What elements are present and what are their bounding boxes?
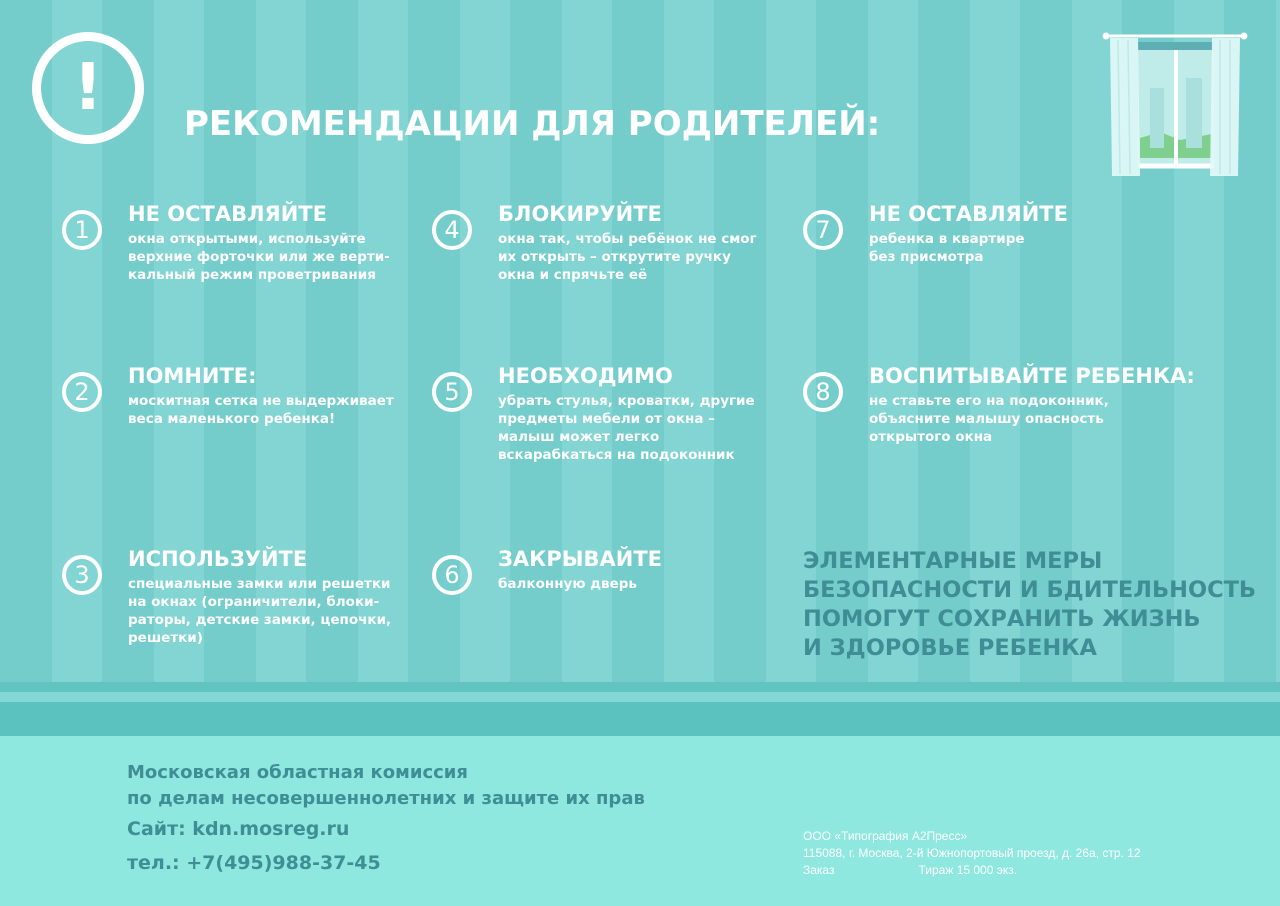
item-heading: НЕ ОСТАВЛЯЙТЕ — [869, 202, 1068, 226]
printer-name: ООО «Типография А2Пресс» — [803, 829, 968, 843]
safety-slogan: ЭЛЕМЕНТАРНЫЕ МЕРЫ БЕЗОПАСНОСТИ И БДИТЕЛЬНОСТЬ ПОМОГУТ СОХРАНИТЬ ЖИЗНЬ И ЗДОРОВЬЕ РЕБЕНКА — [803, 548, 1257, 661]
item-text: ребенка в квартире без присмотра — [869, 231, 1025, 265]
item-text: специальные замки или решетки на окнах (ограничители, блоки- раторы, детские замки, цепочки, решетки) — [128, 576, 392, 646]
item-text: москитная сетка не выдерживает веса маленького ребенка! — [128, 393, 394, 427]
item-number: 7 — [803, 210, 843, 250]
item-heading: ЗАКРЫВАЙТЕ — [498, 547, 662, 571]
item-text: убрать стулья, кроватки, другие предметы мебели от окна – малыш может легко вскарабкаться на подоконник — [498, 393, 755, 463]
divider-band — [0, 682, 1280, 692]
item-heading: ВОСПИТЫВАЙТЕ РЕБЕНКА: — [869, 364, 1195, 388]
item-number: 2 — [62, 372, 102, 412]
order-row — [803, 862, 1141, 879]
divider-band — [0, 702, 1280, 736]
printer-address: 115088, г. Москва, 2-й Южнопортовый проезд, д. 26а, стр. 12 — [803, 846, 1141, 860]
divider-band — [0, 692, 1280, 702]
window-curtains-icon — [1100, 28, 1250, 178]
item-heading: БЛОКИРУЙТЕ — [498, 202, 662, 226]
item-heading: ПОМНИТЕ: — [128, 364, 257, 388]
item-number: 5 — [432, 372, 472, 412]
item-text: окна открытыми, используйте верхние форточки или же верти- кальный режим проветривания — [128, 231, 390, 283]
item-heading: ИСПОЛЬЗУЙТЕ — [128, 547, 308, 571]
website-link[interactable]: Сайт: kdn.mosreg.ru — [127, 818, 350, 840]
page-title: РЕКОМЕНДАЦИИ ДЛЯ РОДИТЕЛЕЙ: — [184, 104, 881, 144]
organization-name: Московская областная комиссия по делам несовершеннолетних и защите их прав — [127, 762, 645, 809]
item-number: 3 — [62, 555, 102, 595]
item-text: не ставьте его на подоконник, объясните малышу опасность открытого окна — [869, 393, 1109, 445]
item-number: 4 — [432, 210, 472, 250]
item-text: балконную дверь — [498, 576, 637, 592]
item-heading: НЕ ОСТАВЛЯЙТЕ — [128, 202, 327, 226]
phone-number: тел.: +7(495)988-37-45 — [127, 852, 381, 874]
printer-info — [803, 828, 1141, 879]
item-number: 6 — [432, 555, 472, 595]
circulation: Тираж 15 000 экз. — [918, 863, 1018, 877]
item-number: 1 — [62, 210, 102, 250]
order-label: Заказ — [803, 863, 835, 877]
item-text: окна так, чтобы ребёнок не смог их открыть – открутите ручку окна и спрячьте её — [498, 231, 757, 283]
item-heading: НЕОБХОДИМО — [498, 364, 673, 388]
exclamation-circle-icon: ! — [32, 32, 144, 144]
item-number: 8 — [803, 372, 843, 412]
